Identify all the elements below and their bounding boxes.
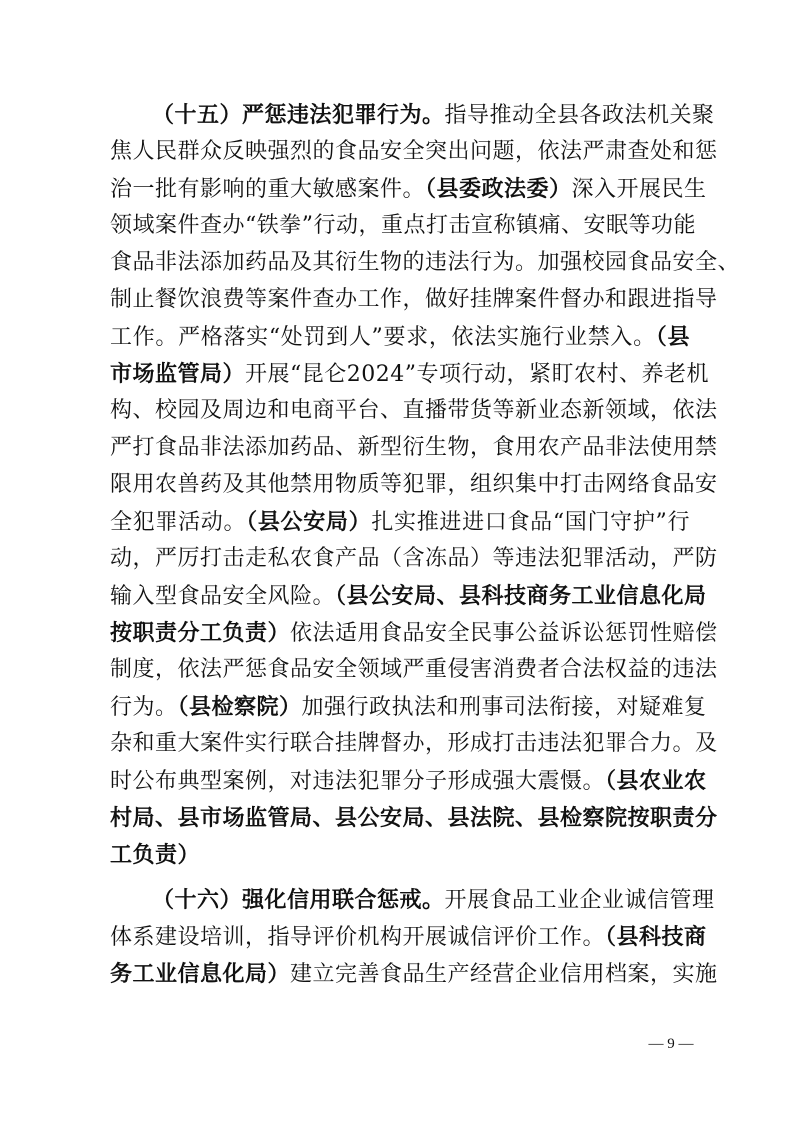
text-line: 构、校园及周边和电商平台、直播带货等新业态新领域，依法	[110, 398, 718, 423]
text-line: 严打食品非法添加药品、新型衍生物，食用农产品非法使用禁	[110, 435, 718, 460]
text-line: 杂和重大案件实行联合挂牌督办，形成打击违法犯罪合力。及	[110, 731, 718, 756]
text-line: 村局、县市场监管局、县公安局、县法院、县检察院按职责分	[110, 805, 718, 831]
text-line: 领域案件查办“铁拳”行动，重点打击宣称镇痛、安眠等功能	[110, 213, 696, 238]
page-number: — 9 —	[648, 1036, 694, 1052]
text-line: 按职责分工负责）依法适用食品安全民事公益诉讼惩罚性赔偿	[110, 620, 718, 646]
text-line: 全犯罪活动。（县公安局）扎实推进进口食品“国门守护”行	[110, 509, 690, 535]
text-line: 制度，依法严惩食品安全领域严重侵害消费者合法权益的违法	[110, 657, 718, 682]
text-line: （十五）严惩违法犯罪行为。指导推动全县各政法机关聚	[152, 102, 715, 128]
text-line: 行为。（县检察院）加强行政执法和刑事司法衔接，对疑难复	[110, 694, 707, 720]
text-line: 食品非法添加药品及其衍生物的违法行为。加强校园食品安全、	[110, 250, 741, 275]
text-line: 限用农兽药及其他禁用物质等犯罪，组织集中打击网络食品安	[110, 472, 718, 497]
text-line: 务工业信息化局）建立完善食品生产经营企业信用档案，实施	[110, 961, 718, 987]
text-line: 时公布典型案例，对违法犯罪分子形成强大震慑。（县农业农	[110, 768, 707, 794]
text-line: （十六）强化信用联合惩戒。开展食品工业企业诚信管理	[152, 887, 715, 913]
text-line: 动，严厉打击走私农食产品（含冻品）等违法犯罪活动，严防	[110, 546, 718, 571]
text-line: 治一批有影响的重大敏感案件。（县委政法委）深入开展民生	[110, 176, 707, 202]
text-line: 焦人民群众反映强烈的食品安全突出问题，依法严肃查处和惩	[110, 139, 718, 164]
text-line: 制止餐饮浪费等案件查办工作，做好挂牌案件督办和跟进指导	[110, 287, 718, 312]
text-line: 市场监管局）开展“昆仑2024”专项行动，紧盯农村、养老机	[110, 361, 709, 387]
text-line: 输入型食品安全风险。（县公安局、县科技商务工业信息化局	[110, 583, 707, 609]
text-line: 工负责）	[110, 842, 201, 868]
text-line: 工作。严格落实“处罚到人”要求，依法实施行业禁入。（县	[110, 324, 690, 350]
text-line: 体系建设培训，指导评价机构开展诚信评价工作。（县科技商	[110, 924, 707, 950]
